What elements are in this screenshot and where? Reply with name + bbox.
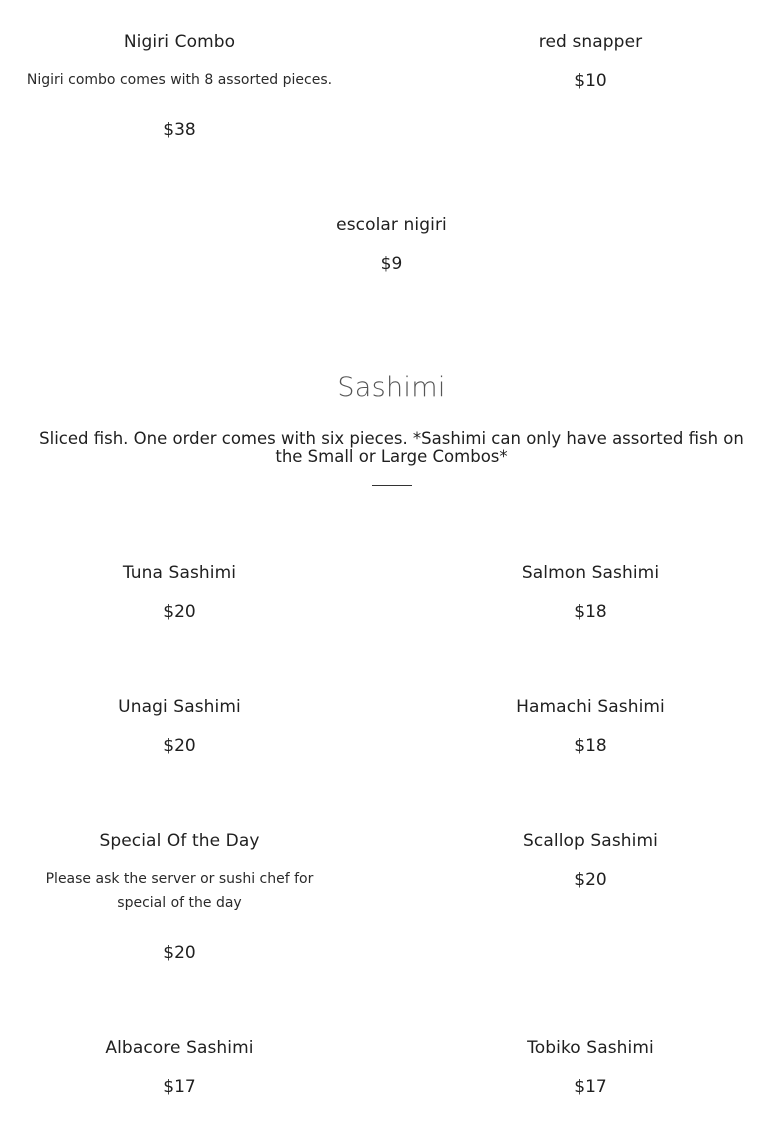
item-name: Special Of the Day	[99, 831, 260, 851]
item-name: Nigiri Combo	[123, 32, 236, 52]
item-price: $38	[163, 120, 196, 140]
section-title: Sashimi	[337, 372, 446, 403]
item-name: Scallop Sashimi	[523, 831, 658, 851]
item-description: Please ask the server or sushi chef for special of the day	[45, 871, 314, 911]
item-name: Salmon Sashimi	[521, 563, 660, 583]
item-name: Tuna Sashimi	[122, 563, 237, 583]
item-price: $20	[163, 602, 196, 622]
item-price: $18	[574, 602, 607, 622]
item-price: $18	[574, 736, 607, 756]
section-divider	[372, 485, 412, 486]
item-price: $20	[163, 736, 196, 756]
item-name: Tobiko Sashimi	[527, 1038, 654, 1058]
item-price: $20	[574, 870, 607, 890]
item-price: $17	[574, 1077, 607, 1097]
item-price: $20	[163, 943, 196, 963]
item-name: red snapper	[538, 32, 643, 52]
item-name: Hamachi Sashimi	[516, 697, 665, 717]
item-price: $10	[574, 71, 607, 91]
section-description: Sliced fish. One order comes with six pieces. *Sashimi can only have assorted fish on the Small or Large Combos*	[39, 429, 744, 466]
item-price: $17	[163, 1077, 196, 1097]
item-name: Unagi Sashimi	[118, 697, 241, 717]
item-description: Nigiri combo comes with 8 assorted pieces.	[26, 72, 333, 88]
item-price: $9	[380, 254, 403, 274]
item-name: escolar nigiri	[336, 215, 447, 235]
item-name: Albacore Sashimi	[105, 1038, 254, 1058]
